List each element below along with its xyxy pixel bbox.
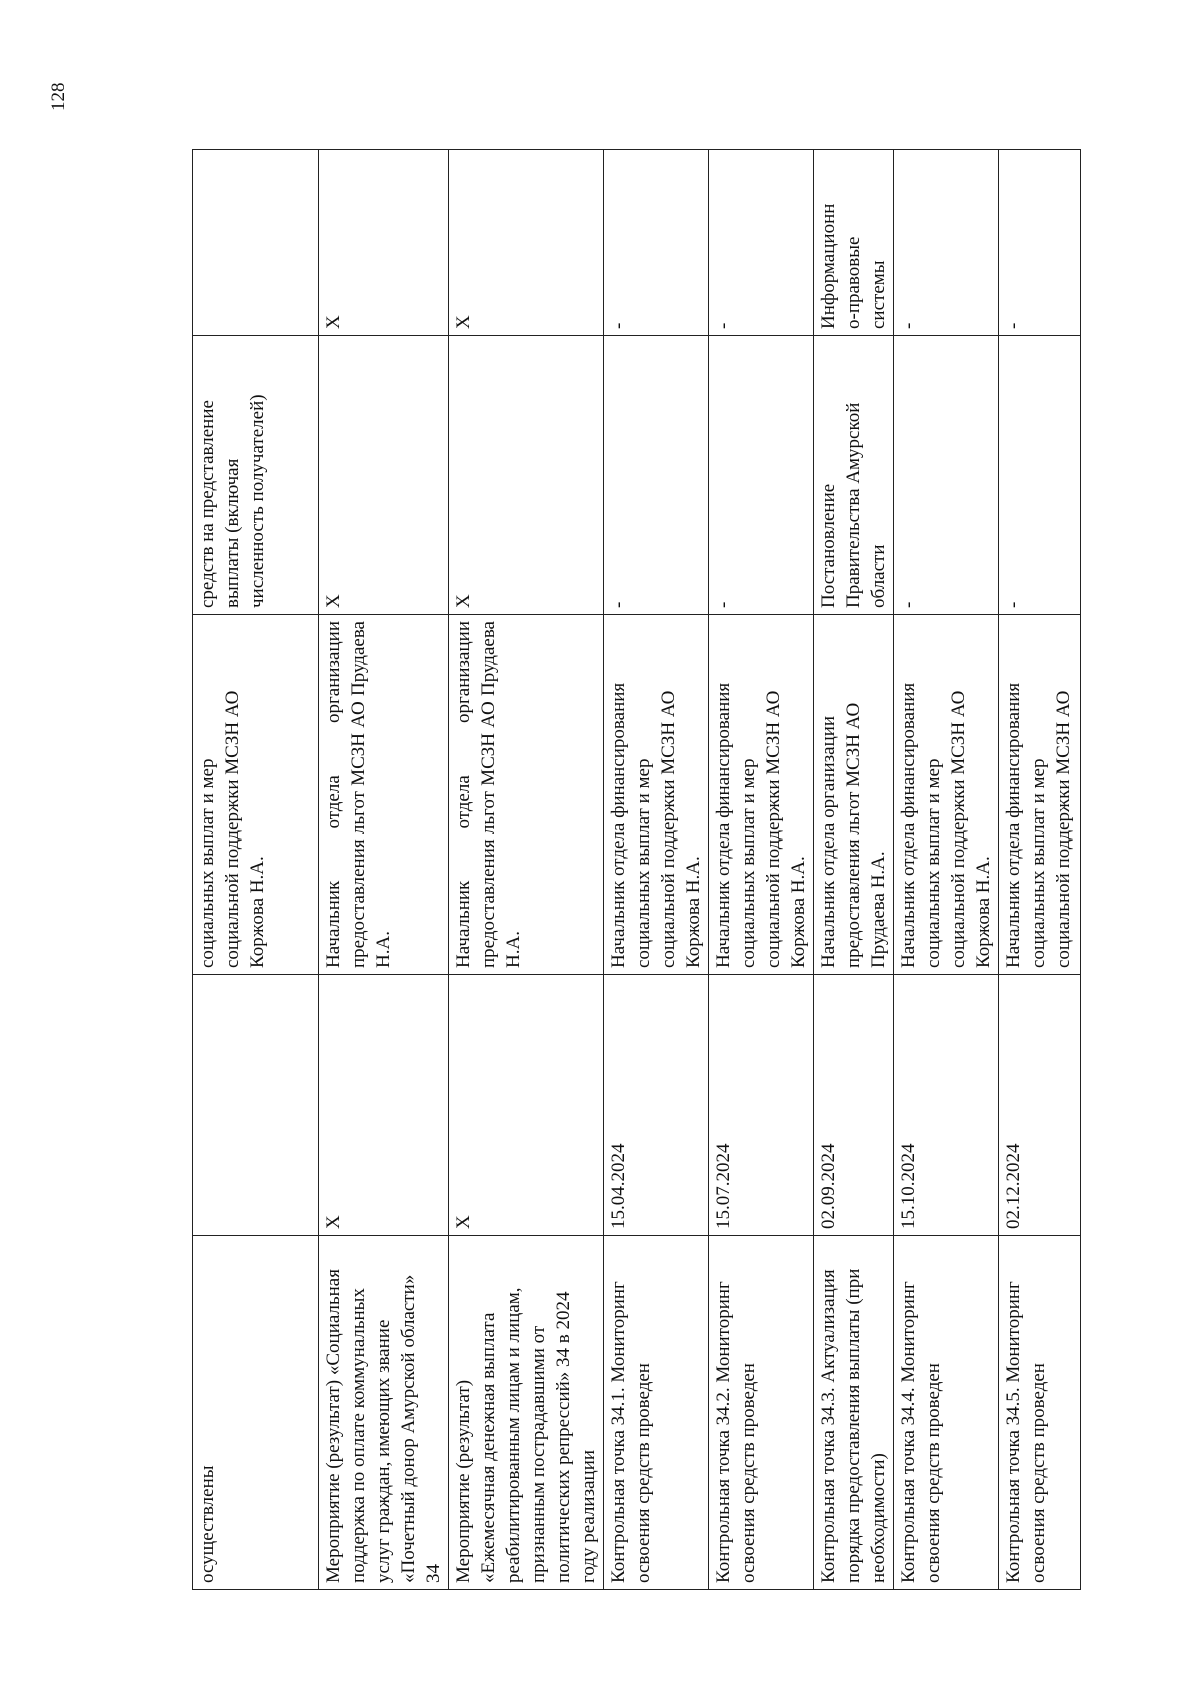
responsible-cell xyxy=(894,615,999,975)
name-text: Контрольная точка 34.2. Мониторинг освоения средств проведен xyxy=(713,1281,759,1583)
date-cell xyxy=(604,975,709,1236)
name-text: Мероприятие (результат) «Социальная поддержка по оплате коммунальных услуг граждан, имеющих звание «Почетный донор Амурской области» 34 xyxy=(323,1269,444,1583)
name-text: Контрольная точка 34.4. Мониторинг освоения средств проведен xyxy=(898,1281,944,1583)
name-text: Мероприятие (результат) «Ежемесячная денежная выплата реабилитированным лицам и лицам, признанным пострадавшими от политических репрессий» 34 в 2024 году реализации xyxy=(453,1287,599,1583)
system-cell xyxy=(604,150,709,336)
page-number: 128 xyxy=(48,82,69,111)
responsible-cell xyxy=(709,615,814,975)
table-row xyxy=(894,150,999,1590)
date-cell xyxy=(999,975,1081,1236)
table-row xyxy=(449,150,604,1590)
name-text: Контрольная точка 34.5. Мониторинг освоения средств проведен xyxy=(1003,1281,1049,1583)
system-text: - xyxy=(608,322,629,329)
date-text: 02.12.2024 xyxy=(1003,1143,1024,1229)
name-cell xyxy=(894,1236,999,1590)
system-text: - xyxy=(898,322,919,329)
name-cell xyxy=(319,1236,449,1590)
date-cell xyxy=(894,975,999,1236)
name-cell xyxy=(999,1236,1081,1590)
date-cell xyxy=(449,975,604,1236)
document-text: - xyxy=(713,601,734,608)
document-cell xyxy=(894,336,999,615)
system-cell xyxy=(319,150,449,336)
table-row xyxy=(319,150,449,1590)
date-text: 15.04.2024 xyxy=(608,1143,629,1229)
name-text: осуществлены xyxy=(197,1465,218,1583)
system-cell xyxy=(449,150,604,336)
date-cell xyxy=(709,975,814,1236)
document-cell xyxy=(604,336,709,615)
document-text: средств на представление выплаты (включая численность получателей) xyxy=(197,394,268,608)
date-text: 02.09.2024 xyxy=(818,1143,839,1229)
document-text: - xyxy=(608,601,629,608)
system-text: - xyxy=(1003,322,1024,329)
document-text: X xyxy=(453,594,474,608)
table-row xyxy=(814,150,894,1590)
system-text: - xyxy=(713,322,734,329)
responsible-text: Начальник отдела финансирования социальных выплат и мер социальной поддержки МСЗН АО Коржова Н.А. xyxy=(898,682,994,968)
responsible-cell xyxy=(449,615,604,975)
implementation-plan-table xyxy=(192,149,1081,1590)
document-cell xyxy=(999,336,1081,615)
document-cell xyxy=(709,336,814,615)
name-text: Контрольная точка 34.1. Мониторинг освоения средств проведен xyxy=(608,1281,654,1583)
date-text: X xyxy=(453,1215,474,1229)
date-cell xyxy=(193,975,319,1236)
responsible-cell xyxy=(193,615,319,975)
responsible-text: Начальник отдела финансирования социальных выплат и мер социальной поддержки МСЗН АО Коржова Н.А. xyxy=(713,682,809,968)
document-cell xyxy=(814,336,894,615)
table-row xyxy=(999,150,1081,1590)
responsible-cell xyxy=(604,615,709,975)
date-text: 15.10.2024 xyxy=(898,1143,919,1229)
system-cell xyxy=(193,150,319,336)
table-row xyxy=(709,150,814,1590)
name-cell xyxy=(604,1236,709,1590)
document-text: Постановление Правительства Амурской области xyxy=(818,402,889,608)
document-cell xyxy=(193,336,319,615)
responsible-cell xyxy=(999,615,1081,975)
name-cell xyxy=(814,1236,894,1590)
date-text: X xyxy=(323,1215,344,1229)
date-text: 15.07.2024 xyxy=(713,1143,734,1229)
name-cell xyxy=(709,1236,814,1590)
document-cell xyxy=(319,336,449,615)
responsible-text: Начальник отдела организации предоставления льгот МСЗН АО Прудаева Н.А. xyxy=(323,621,394,968)
table-row xyxy=(604,150,709,1590)
responsible-text: социальных выплат и мер социальной поддержки МСЗН АО Коржова Н.А. xyxy=(197,690,268,968)
document-cell xyxy=(449,336,604,615)
responsible-cell xyxy=(319,615,449,975)
rotated-table-container xyxy=(192,150,1072,1590)
system-text: X xyxy=(453,315,474,329)
system-text: Информационн о-правовые системы xyxy=(818,203,889,329)
date-cell xyxy=(814,975,894,1236)
responsible-text: Начальник отдела организации предоставления льгот МСЗН АО Прудаева Н.А. xyxy=(818,702,889,968)
document-text: X xyxy=(323,594,344,608)
name-text: Контрольная точка 34.3. Актуализация порядка предоставления выплаты (при необходимости) xyxy=(818,1268,889,1583)
system-cell xyxy=(999,150,1081,336)
responsible-cell xyxy=(814,615,894,975)
system-cell xyxy=(894,150,999,336)
table-row xyxy=(193,150,319,1590)
system-cell xyxy=(814,150,894,336)
system-cell xyxy=(709,150,814,336)
date-cell xyxy=(319,975,449,1236)
document-text: - xyxy=(898,601,919,608)
name-cell xyxy=(449,1236,604,1590)
responsible-text: Начальник отдела финансирования социальных выплат и мер социальной поддержки МСЗН АО xyxy=(1003,682,1074,968)
system-text: X xyxy=(323,315,344,329)
document-text: - xyxy=(1003,601,1024,608)
name-cell xyxy=(193,1236,319,1590)
responsible-text: Начальник отдела организации предоставления льгот МСЗН АО Прудаева Н.А. xyxy=(453,621,524,968)
responsible-text: Начальник отдела финансирования социальных выплат и мер социальной поддержки МСЗН АО Коржова Н.А. xyxy=(608,682,704,968)
